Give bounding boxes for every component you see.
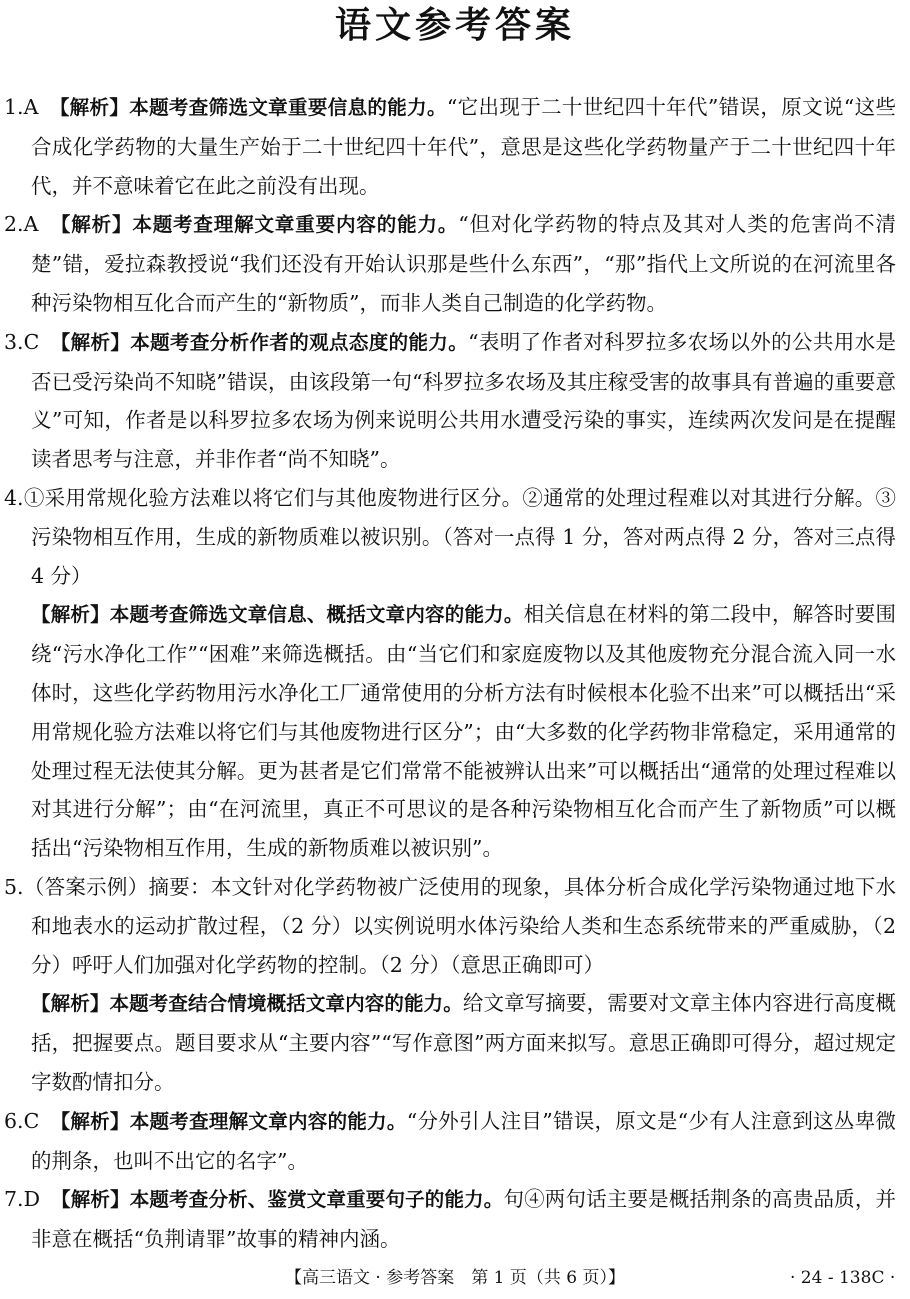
- analysis-tag: 【解析】本题考查分析作者的观点态度的能力。: [60, 330, 469, 354]
- page-title: 语文参考答案: [334, 5, 575, 46]
- answer-number: 2.: [4, 212, 24, 237]
- answer-text: （答案示例）摘要：本文针对化学药物被广泛使用的现象，具体分析合成化学污染物通过地下水和地表水的运动扩散过程，（2 分）以实例说明水体污染给人类和生态系统带来的严重威胁，（2 分）呼吁人们加强对化学药物的控制。（2 分）（意思正确即可）: [23, 874, 896, 977]
- answer-3: [4, 323, 896, 479]
- answer-choice: A: [23, 95, 39, 119]
- answer-text: ①采用常规化验方法难以将它们与其他废物进行区分。②通常的处理过程难以对其进行分解。③污染物相互作用，生成的新物质难以被识别。（答对一点得 1 分，答对两点得 2 分，答对三点得 4 分）: [23, 485, 896, 588]
- analysis-tag: 【解析】本题考查结合情境概括文章内容的能力。: [31, 992, 463, 1016]
- answer-text: “但对化学药物的特点及其对人类的危害尚不清楚”错，爱拉森教授说“我们还没有开始认识那是些什么东西”，“那”指代上文所说的在河流里各种污染物相互化合而产生的“新物质”，而非人类自己制造的化学药物。: [31, 212, 896, 315]
- answer-number: 3.: [4, 329, 24, 354]
- answer-number: 7.: [4, 1187, 24, 1212]
- analysis-tag: 【解析】本题考查分析、鉴赏文章重要句子的能力。: [60, 1188, 504, 1212]
- answer-number: 1.: [4, 95, 24, 119]
- answer-text: “表明了作者对科罗拉多农场以外的公共用水是否已受污染尚不知晓”错误，由该段第一句“科罗拉多农场及其庄稼受害的故事具有普遍的重要意义”可知，作者是以科罗拉多农场为例来说明公共用水遭受污染的事实，连续两次发问是在提醒读者思考与注意，并非作者“尚不知晓”。: [31, 329, 896, 472]
- answer-choice: C: [23, 1108, 40, 1133]
- analysis-tag: 【解析】本题考查筛选文章重要信息的能力。: [59, 96, 447, 119]
- analysis-tag: 【解析】本题考查理解文章重要内容的能力。: [60, 213, 459, 237]
- answer-choice: D: [23, 1187, 40, 1212]
- answer-5: [4, 868, 896, 984]
- answer-4-analysis: [4, 595, 896, 868]
- footer-page-info: 【高三语文 · 参考答案 第 1 页（共 6 页）】: [285, 1268, 625, 1288]
- answer-7: [4, 1180, 896, 1259]
- answers-list: [4, 88, 896, 1259]
- answer-5-analysis: [4, 984, 896, 1101]
- analysis-text: 给文章写摘要，需要对文章主体内容进行高度概括，把握要点。题目要求从“主要内容”“写作意图”两方面来拟写。意思正确即可得分，超过规定字数酌情扣分。: [31, 991, 896, 1094]
- answer-number: 6.: [4, 1108, 24, 1133]
- answer-number: 4.: [4, 485, 24, 510]
- answer-text: “它出现于二十世纪四十年代”错误，原文说“这些合成化学药物的大量生产始于二十世纪四十年代”，意思是这些化学药物量产于二十世纪四十年代，并不意味着它在此之前没有出现。: [31, 95, 896, 198]
- answer-6: [4, 1102, 896, 1181]
- answer-text: 句④两句话主要是概括荆条的高贵品质，并非意在概括“负荆请罪”故事的精神内涵。: [31, 1187, 896, 1252]
- answer-choice: A: [23, 212, 39, 237]
- footer-code: · 24 - 138C ·: [790, 1268, 896, 1288]
- answer-number: 5.: [4, 874, 24, 899]
- answer-2: [4, 205, 896, 322]
- analysis-tag: 【解析】本题考查理解文章内容的能力。: [60, 1109, 407, 1133]
- analysis-text: 相关信息在材料的第二段中，解答时要围绕“污水净化工作”“困难”来筛选概括。由“当它们和家庭废物以及其他废物充分混合流入同一水体时，这些化学药物用污水净化工厂通常使用的分析方法有时候根本化验不出来”可以概括出“采用常规化验方法难以将它们与其他废物进行区分”；由“大多数的化学药物非常稳定，采用通常的处理过程无法使其分解。更为甚者是它们常常不能被辨认出来”可以概括出“通常的处理过程难以对其进行分解”；由“在河流里，真正不可思议的是各种污染物相互化合而产生了新物质”可以概括出“污染物相互作用，生成的新物质难以被识别”。: [31, 602, 896, 861]
- answer-choice: C: [23, 329, 40, 354]
- answer-text: “分外引人注目”错误，原文是“少有人注意到这丛卑微的荆条，也叫不出它的名字”。: [31, 1108, 896, 1173]
- answer-4: [4, 479, 896, 595]
- answer-1: [4, 88, 896, 205]
- analysis-tag: 【解析】本题考查筛选文章信息、概括文章内容的能力。: [31, 603, 524, 627]
